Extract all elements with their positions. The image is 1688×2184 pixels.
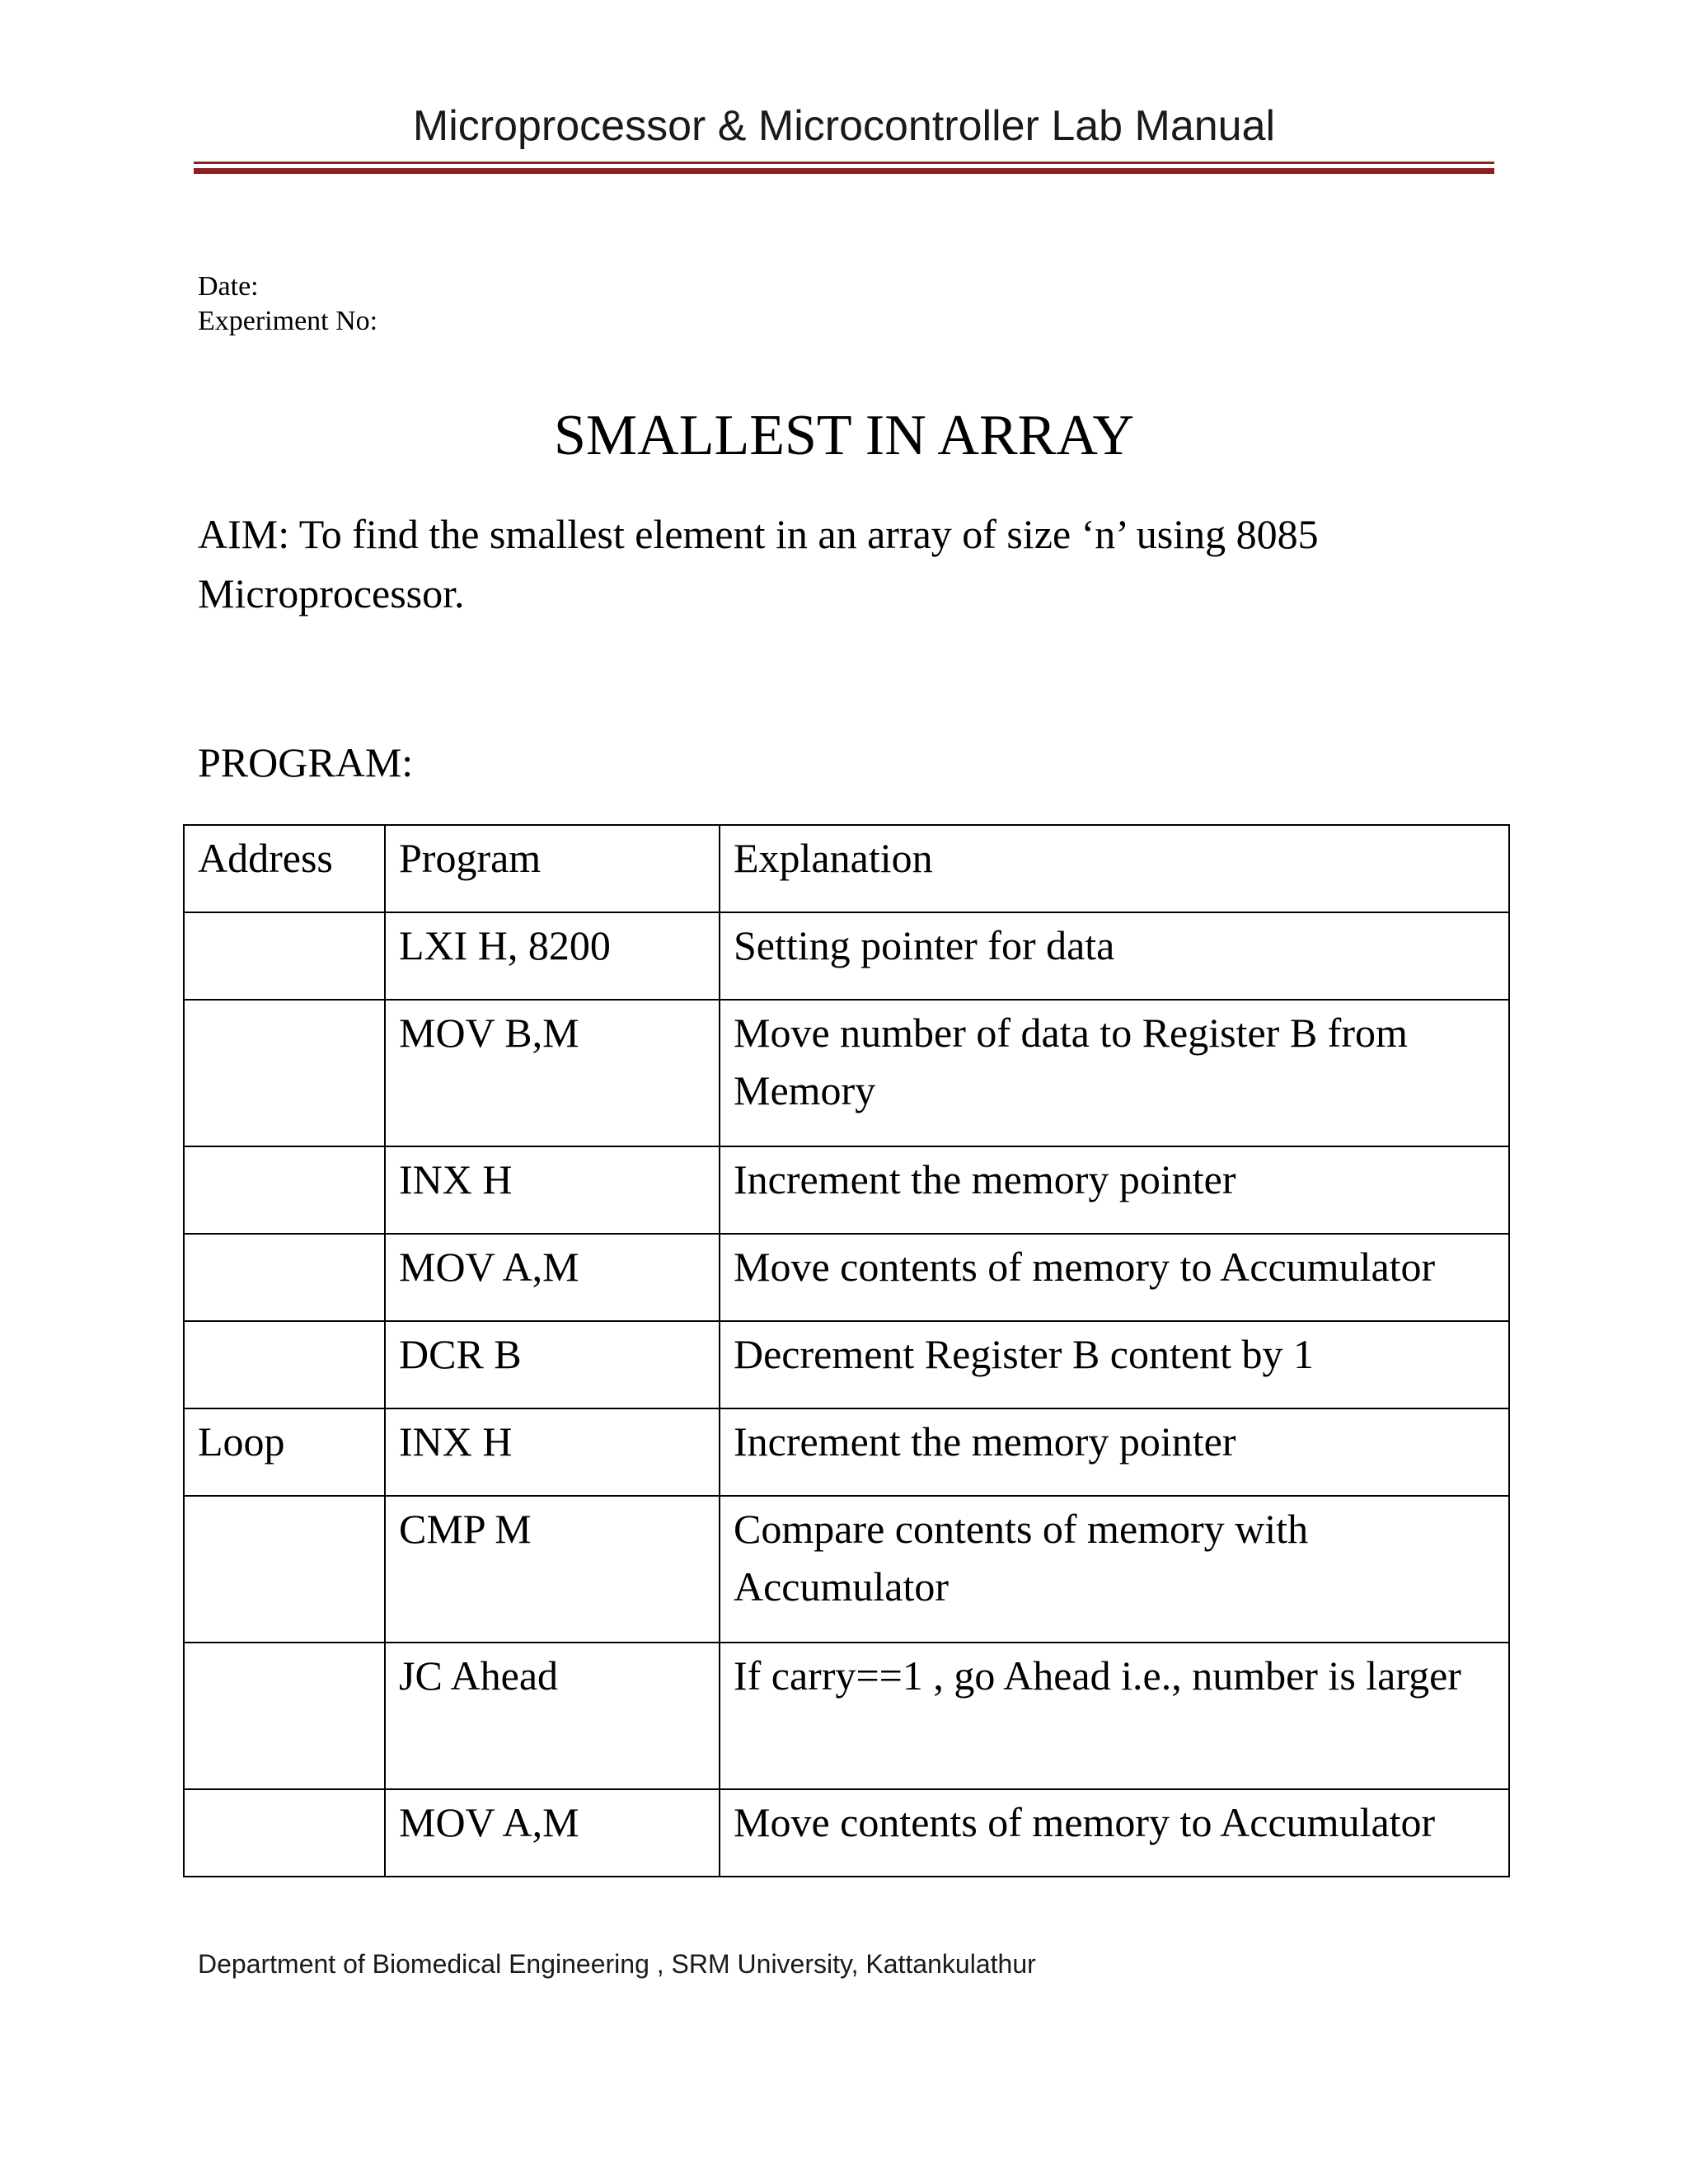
table-row (184, 1496, 1509, 1643)
table-row (184, 1408, 1509, 1496)
cell-program: CMP M (385, 1496, 720, 1643)
cell-address (184, 1321, 385, 1408)
cell-address (184, 912, 385, 1000)
table-row (184, 1146, 1509, 1234)
table-row (184, 1321, 1509, 1408)
cell-explanation: Increment the memory pointer (720, 1146, 1509, 1234)
cell-address (184, 1146, 385, 1234)
cell-explanation: Move number of data to Register B from Memory (720, 1000, 1509, 1146)
program-section-label: PROGRAM: (198, 739, 414, 785)
header-rule-thin (194, 162, 1494, 164)
table-row (184, 1234, 1509, 1321)
program-table (183, 824, 1510, 1877)
header-rule-thick (194, 168, 1494, 174)
cell-explanation: Move contents of memory to Accumulator (720, 1234, 1509, 1321)
cell-program: LXI H, 8200 (385, 912, 720, 1000)
cell-explanation: Increment the memory pointer (720, 1408, 1509, 1496)
page-footer: Department of Biomedical Engineering , SRM University, Kattankulathur (198, 1949, 1036, 1979)
cell-explanation: Setting pointer for data (720, 912, 1509, 1000)
header-address: Address (184, 825, 385, 912)
experiment-number-label: Experiment No: (198, 306, 378, 336)
cell-address (184, 1643, 385, 1789)
aim-paragraph: AIM: To find the smallest element in an array of size ‘n’ using 8085 Microprocessor. (198, 511, 1319, 616)
cell-program: DCR B (385, 1321, 720, 1408)
cell-address (184, 1000, 385, 1146)
cell-address (184, 1496, 385, 1643)
cell-explanation: If carry==1 , go Ahead i.e., number is larger (720, 1643, 1509, 1789)
cell-address: Loop (184, 1408, 385, 1496)
header-explanation: Explanation (720, 825, 1509, 912)
table-row (184, 912, 1509, 1000)
cell-address (184, 1234, 385, 1321)
cell-address (184, 1789, 385, 1877)
table-row (184, 1000, 1509, 1146)
header-program: Program (385, 825, 720, 912)
document-title: SMALLEST IN ARRAY (553, 404, 1135, 467)
date-label: Date: (198, 271, 259, 302)
table-row (184, 1643, 1509, 1789)
cell-program: INX H (385, 1146, 720, 1234)
cell-program: MOV A,M (385, 1234, 720, 1321)
table-header-row (184, 825, 1509, 912)
cell-explanation: Move contents of memory to Accumulator (720, 1789, 1509, 1877)
cell-program: INX H (385, 1408, 720, 1496)
table-row (184, 1789, 1509, 1877)
cell-program: MOV A,M (385, 1789, 720, 1877)
cell-explanation: Compare contents of memory with Accumulator (720, 1496, 1509, 1643)
cell-program: MOV B,M (385, 1000, 720, 1146)
cell-program: JC Ahead (385, 1643, 720, 1789)
page-header-title: Microprocessor & Microcontroller Lab Manual (412, 102, 1276, 150)
cell-explanation: Decrement Register B content by 1 (720, 1321, 1509, 1408)
